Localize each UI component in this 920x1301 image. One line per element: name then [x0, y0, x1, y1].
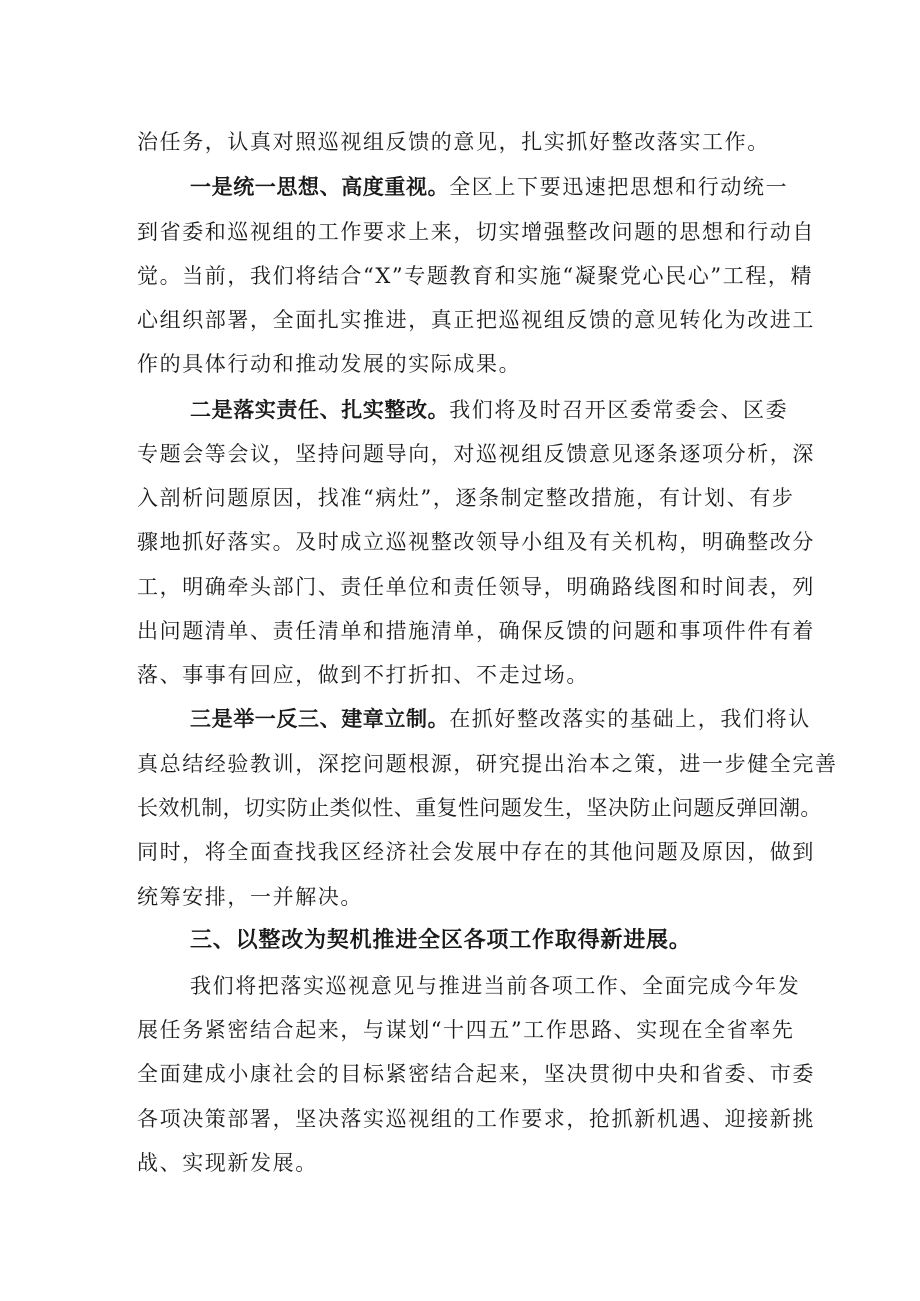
paragraph-line: 长效机制，切实防止类似性、重复性问题发生，坚决防止问题反弹回潮。: [137, 796, 822, 820]
section-heading: 三、以整改为契机推进全区各项工作取得新进展。: [190, 928, 692, 953]
paragraph-line: 作的具体行动和推动发展的实际成果。: [137, 352, 522, 376]
paragraph-line: 真总结经验教训，深挖问题根源，研究提出治本之策，进一步健全完善: [137, 752, 838, 776]
paragraph-line: 入剖析问题原因，找准“病灶”，逐条制定整改措施，有计划、有步: [137, 486, 795, 510]
point3-text: 在抓好整改落实的基础上，我们将认: [449, 707, 811, 731]
paragraph-line: 心组织部署，全面扎实推进，真正把巡视组反馈的意见转化为改进工: [137, 308, 815, 332]
paragraph-line: 展任务紧密结合起来，与谋划“十四五”工作思路、实现在全省率先: [137, 1018, 795, 1042]
point2-text: 我们将及时召开区委常委会、区委: [449, 398, 789, 422]
paragraph-line: 统筹安排，一并解决。: [137, 885, 363, 909]
point1-text: 全区上下要迅速把思想和行动统一: [449, 175, 789, 199]
paragraph-line: 落、事事有回应，做到不打折扣、不走过场。: [137, 663, 589, 687]
paragraph-line: 战、实现新发展。: [137, 1151, 318, 1175]
paragraph-line: 治任务，认真对照巡视组反馈的意见，扎实抓好整改落实工作。: [137, 130, 770, 154]
point3-heading: 三是举一反三、建章立制。: [190, 707, 450, 731]
paragraph-line: 骤地抓好落实。及时成立巡视整改领导小组及有关机构，明确整改分: [137, 530, 815, 554]
point3-first-line: [190, 701, 811, 737]
point2-first-line: [190, 392, 797, 428]
paragraph-line: 到省委和巡视组的工作要求上来，切实增强整改问题的思想和行动自: [137, 220, 815, 244]
paragraph-line: 同时，将全面查找我区经济社会发展中存在的其他问题及原因，做到: [137, 840, 815, 864]
paragraph-line: 各项决策部署，坚决落实巡视组的工作要求，抢抓新机遇、迎接新挑: [137, 1107, 815, 1131]
point1-heading: 一是统一思想、高度重视。: [190, 175, 450, 199]
paragraph-line: 觉。当前，我们将结合“X”专题教育和实施“凝聚党心民心”工程，精: [137, 264, 814, 288]
point2-heading: 二是落实责任、扎实整改。: [190, 398, 450, 422]
paragraph-line: 专题会等会议，坚持问题导向，对巡视组反馈意见逐条逐项分析，深: [137, 442, 815, 466]
point1-first-line: [190, 169, 797, 205]
paragraph-first-line: 我们将把落实巡视意见与推进当前各项工作、全面完成今年发: [190, 974, 801, 998]
paragraph-line: 出问题清单、责任清单和措施清单，确保反馈的问题和事项件件有着: [137, 619, 815, 643]
paragraph-line: 全面建成小康社会的目标紧密结合起来，坚决贯彻中央和省委、市委: [137, 1062, 815, 1086]
paragraph-line: 工，明确牵头部门、责任单位和责任领导，明确路线图和时间表，列: [137, 575, 815, 599]
